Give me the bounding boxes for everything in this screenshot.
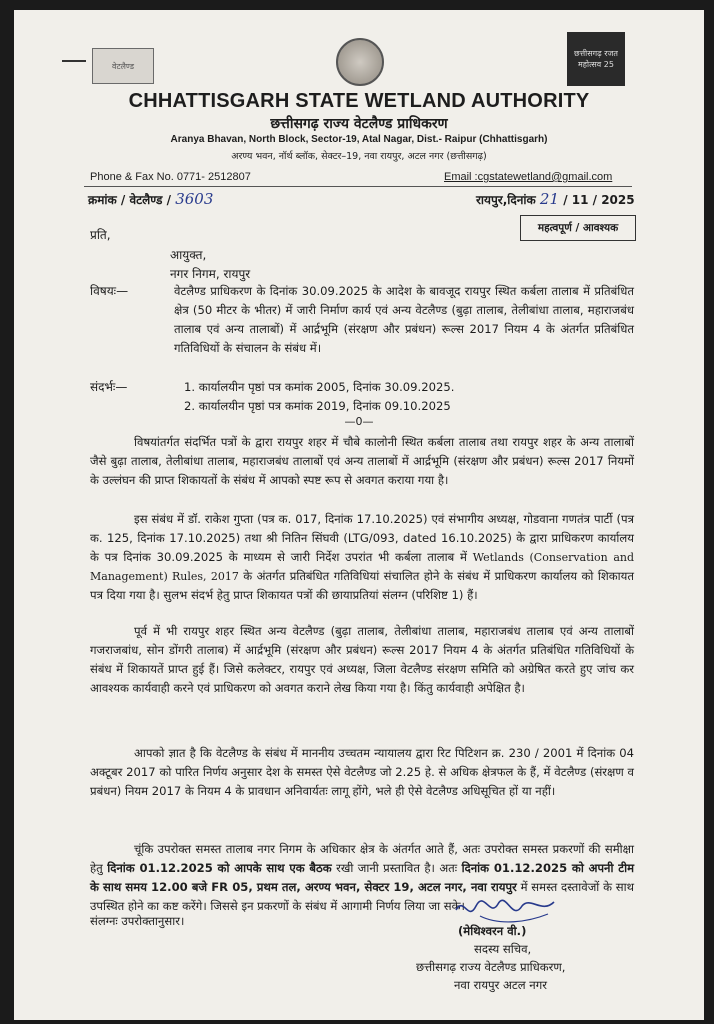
logo-right-text: छत्तीसगढ़ रजत महोत्सव 25: [574, 49, 618, 69]
recipient-line-2: नगर निगम, रायपुर: [170, 267, 251, 281]
letter-page: [14, 10, 704, 1020]
paragraph-2-text-b: के अंतर्गत प्रतिबंधित गतिविधियां संचालित होने के संबंध में प्राधिकरण कार्यालय को शिकायत पत्र दिया गया है। सुलभ संदर्भ हेतु प्राप्त शिकायत पत्रों की छायाप्रतियां संलग्न (परिशिष्ट 1) हैं।: [90, 569, 635, 602]
paragraph-5-meeting-details: दिनांक 01.12.2025 को अपनी टीम के साथ समय 12.00 बजे FR 05, प्रथम तल, अरण्य भवन, सेक्टर 19, अटल नगर, नवा रायपुर: [90, 861, 635, 894]
pen-mark: [62, 60, 86, 62]
signatory-designation: सदस्य सचिव,: [474, 942, 532, 956]
subject-text: वेटलैण्ड प्राधिकरण के दिनांक 30.09.2025 के आदेश के बावजूद रायपुर स्थित कर्बला तालाब में प्रतिबंधित क्षेत्र (50 मीटर के भीतर) में जारी निर्माण कार्य एवं अन्य वेटलैण्ड (बुढ़ा तालाब, तेलीबांधा तालाब, महाराजबंध तालाब एवं अन्य तालाबों) में आर्द्रभूमि (संरक्षण और प्रबंधन) रूल्स 2017 नियम 4 के अंतर्गत प्रतिबंधित गतिविधियों के संचालन के संबंध में।: [174, 284, 634, 355]
letter-number: [88, 190, 213, 208]
letter-date-rest: / 11 / 2025: [563, 193, 635, 207]
reference-item: 1. कार्यालयीन पृष्ठां पत्र कमांक 2005, दिनांक 30.09.2025.: [184, 380, 455, 394]
paragraph-5-text-e: में समस्त दस्तावेजों के साथ उपस्थित होने का कष्ट करेंगे। जिससे इन प्रकरणों के संबंध में आगामी निर्णय लिया जा सके।: [90, 880, 635, 913]
paragraph-5-text-a: चूंकि उपरोक्त समस्त तालाब नगर निगम के अधिकार क्षेत्र के अंतर्गत आते हैं, अतः उपरोक्त समस्त प्रकरणों की समीक्षा हेतु: [90, 842, 634, 875]
separator: —0—: [344, 415, 374, 428]
paragraph-4: [90, 744, 634, 801]
rajat-mahotsav-logo-right: [567, 32, 625, 86]
header-divider: [84, 186, 632, 187]
wetland-logo-left: [92, 48, 154, 84]
reference-item: 2. कार्यालयीन पृष्ठां पत्र कमांक 2019, दिनांक 09.10.2025: [184, 399, 451, 413]
email: Email :cgstatewetland@gmail.com: [444, 171, 613, 183]
letter-date: [476, 190, 635, 208]
priority-stamp: महत्वपूर्ण / आवश्यक: [520, 215, 636, 241]
paragraph-2: [90, 510, 634, 605]
prati-label: प्रति,: [90, 228, 111, 242]
authority-title-en: CHHATTISGARH STATE WETLAND AUTHORITY: [128, 90, 590, 112]
letter-date-label: रायपुर,दिनांक: [476, 193, 536, 207]
paragraph-3: [90, 622, 634, 698]
letter-date-day: 21: [539, 190, 560, 208]
emblem-logo-center: [336, 38, 384, 86]
paragraph-1: [90, 433, 634, 490]
paragraph-5-meeting: दिनांक 01.12.2025 को आपके साथ एक बैठक: [107, 861, 332, 875]
recipient-line-1: आयुक्त,: [170, 248, 207, 262]
letter-number-label: क्रमांक / वेटलैण्ड /: [88, 193, 171, 207]
paragraph-2-text-a: इस संबंध में डॉ. राकेश गुप्ता (पत्र क. 017, दिनांक 17.10.2025) एवं संभागीय अध्यक्ष, गोडवाना गणतंत्र पार्टी (पत्र क. 125, दिनांक 17.10.2025) तथा श्री नितिन सिंघवी (LTG/093, dated 16.10.2025) के द्वारा प्राधिकरण कार्यालय के पत्र दिनांक 30.09.2025 के माध्यम से जारी निर्देश उपरांत भी कर्बला तालाब में: [90, 512, 634, 564]
reference-list: [184, 378, 454, 416]
signatory-name: (मेथिश्वरन वी.): [458, 924, 527, 938]
phone-fax: Phone & Fax No. 0771- 2512807: [90, 171, 251, 183]
recipient-address: [170, 246, 250, 284]
reference-label: संदर्भः—: [90, 380, 128, 394]
letter-number-handwritten: 3603: [175, 190, 214, 208]
logo-left-text: वेटलैण्ड: [112, 61, 134, 71]
authority-title-hi: छत्तीसगढ़ राज्य वेटलैण्ड प्राधिकरण: [270, 116, 448, 132]
subject-label: विषयः—: [90, 284, 129, 298]
paragraph-3-text: पूर्व में भी रायपुर शहर स्थित अन्य वेटलैण्ड (बुढ़ा तालाब, तेलीबांधा तालाब, महाराजबंध तालाब एवं अन्य तालाबों गजराजबांध, सोन डोंगरी तालाब) में आर्द्रभूमि (संरक्षण और प्रबंधन) रूल्स 2017 नियम 4 के अंतर्गत प्रतिबंधित गतिविधियों के संबंध में शिकायतें प्राप्त हुई हैं। जिसे कलेक्टर, रायपुर एवं अध्यक्ष, जिला वेटलैण्ड संरक्षण समिति को अग्रेषित करते हुए जांच कर आवश्यक कार्यवाही करने एवं प्राधिकरण को अवगत कराने लेख किया गया है। किंतु कार्यवाही अपेक्षित है।: [90, 624, 634, 695]
paragraph-5-text-c: रखी जानी प्रस्तावित है। अतः: [336, 861, 458, 875]
paragraph-1-text: विषयांतर्गत संदर्भित पत्रों के द्वारा रायपुर शहर में चौबे कालोनी स्थित कर्बला तालाब तथा रायपुर शहर के अन्य तालाबों जैसे बुढ़ा तालाब, तेलीबांधा तालाब, महाराजबंध तालाबों एवं अन्य तालाबों में आर्द्रभूमि (संरक्षण और प्रबंधन) रूल्स 2017 नियमों के उल्लंघन की प्राप्त शिकायतों के संबंध में आपको स्पष्ट रूप से अवगत कराया गया है।: [90, 435, 634, 487]
address-en: Aranya Bhavan, North Block, Sector-19, Atal Nagar, Dist.- Raipur (Chhattisgarh): [170, 134, 548, 145]
signatory-organisation: छत्तीसगढ़ राज्य वेटलैण्ड प्राधिकरण,: [416, 960, 566, 974]
paragraph-4-text: आपको ज्ञात है कि वेटलैण्ड के संबंध में माननीय उच्चतम न्यायालय द्वारा रिट पिटिशन क्र. 230 / 2001 में दिनांक 04 अक्टूबर 2017 को पारित निर्णय अनुसार देश के समस्त ऐसे वेटलैण्ड जो 2.25 हे. से अधिक क्षेत्रफल के हैं, में वेटलैण्ड (संरक्षण व प्रबंधन) नियम 2017 के नियम 4 के प्रावधान अनिवार्यतः लागू होंगे, भले ही ऐसे वेटलैण्ड अधिसूचित हों या नहीं।: [90, 746, 634, 798]
paragraph-2-rules-en: Wetlands (Conservation and Management) Rules, 2017: [90, 551, 635, 583]
address-hi: अरण्य भवन, नॉर्थ ब्लॉक, सेक्टर–19, नवा रायपुर, अटल नगर (छत्तीसगढ़): [231, 151, 487, 162]
enclosure: संलग्नः उपरोक्तानुसार।: [90, 914, 185, 928]
signatory-place: नवा रायपुर अटल नगर: [454, 978, 548, 992]
